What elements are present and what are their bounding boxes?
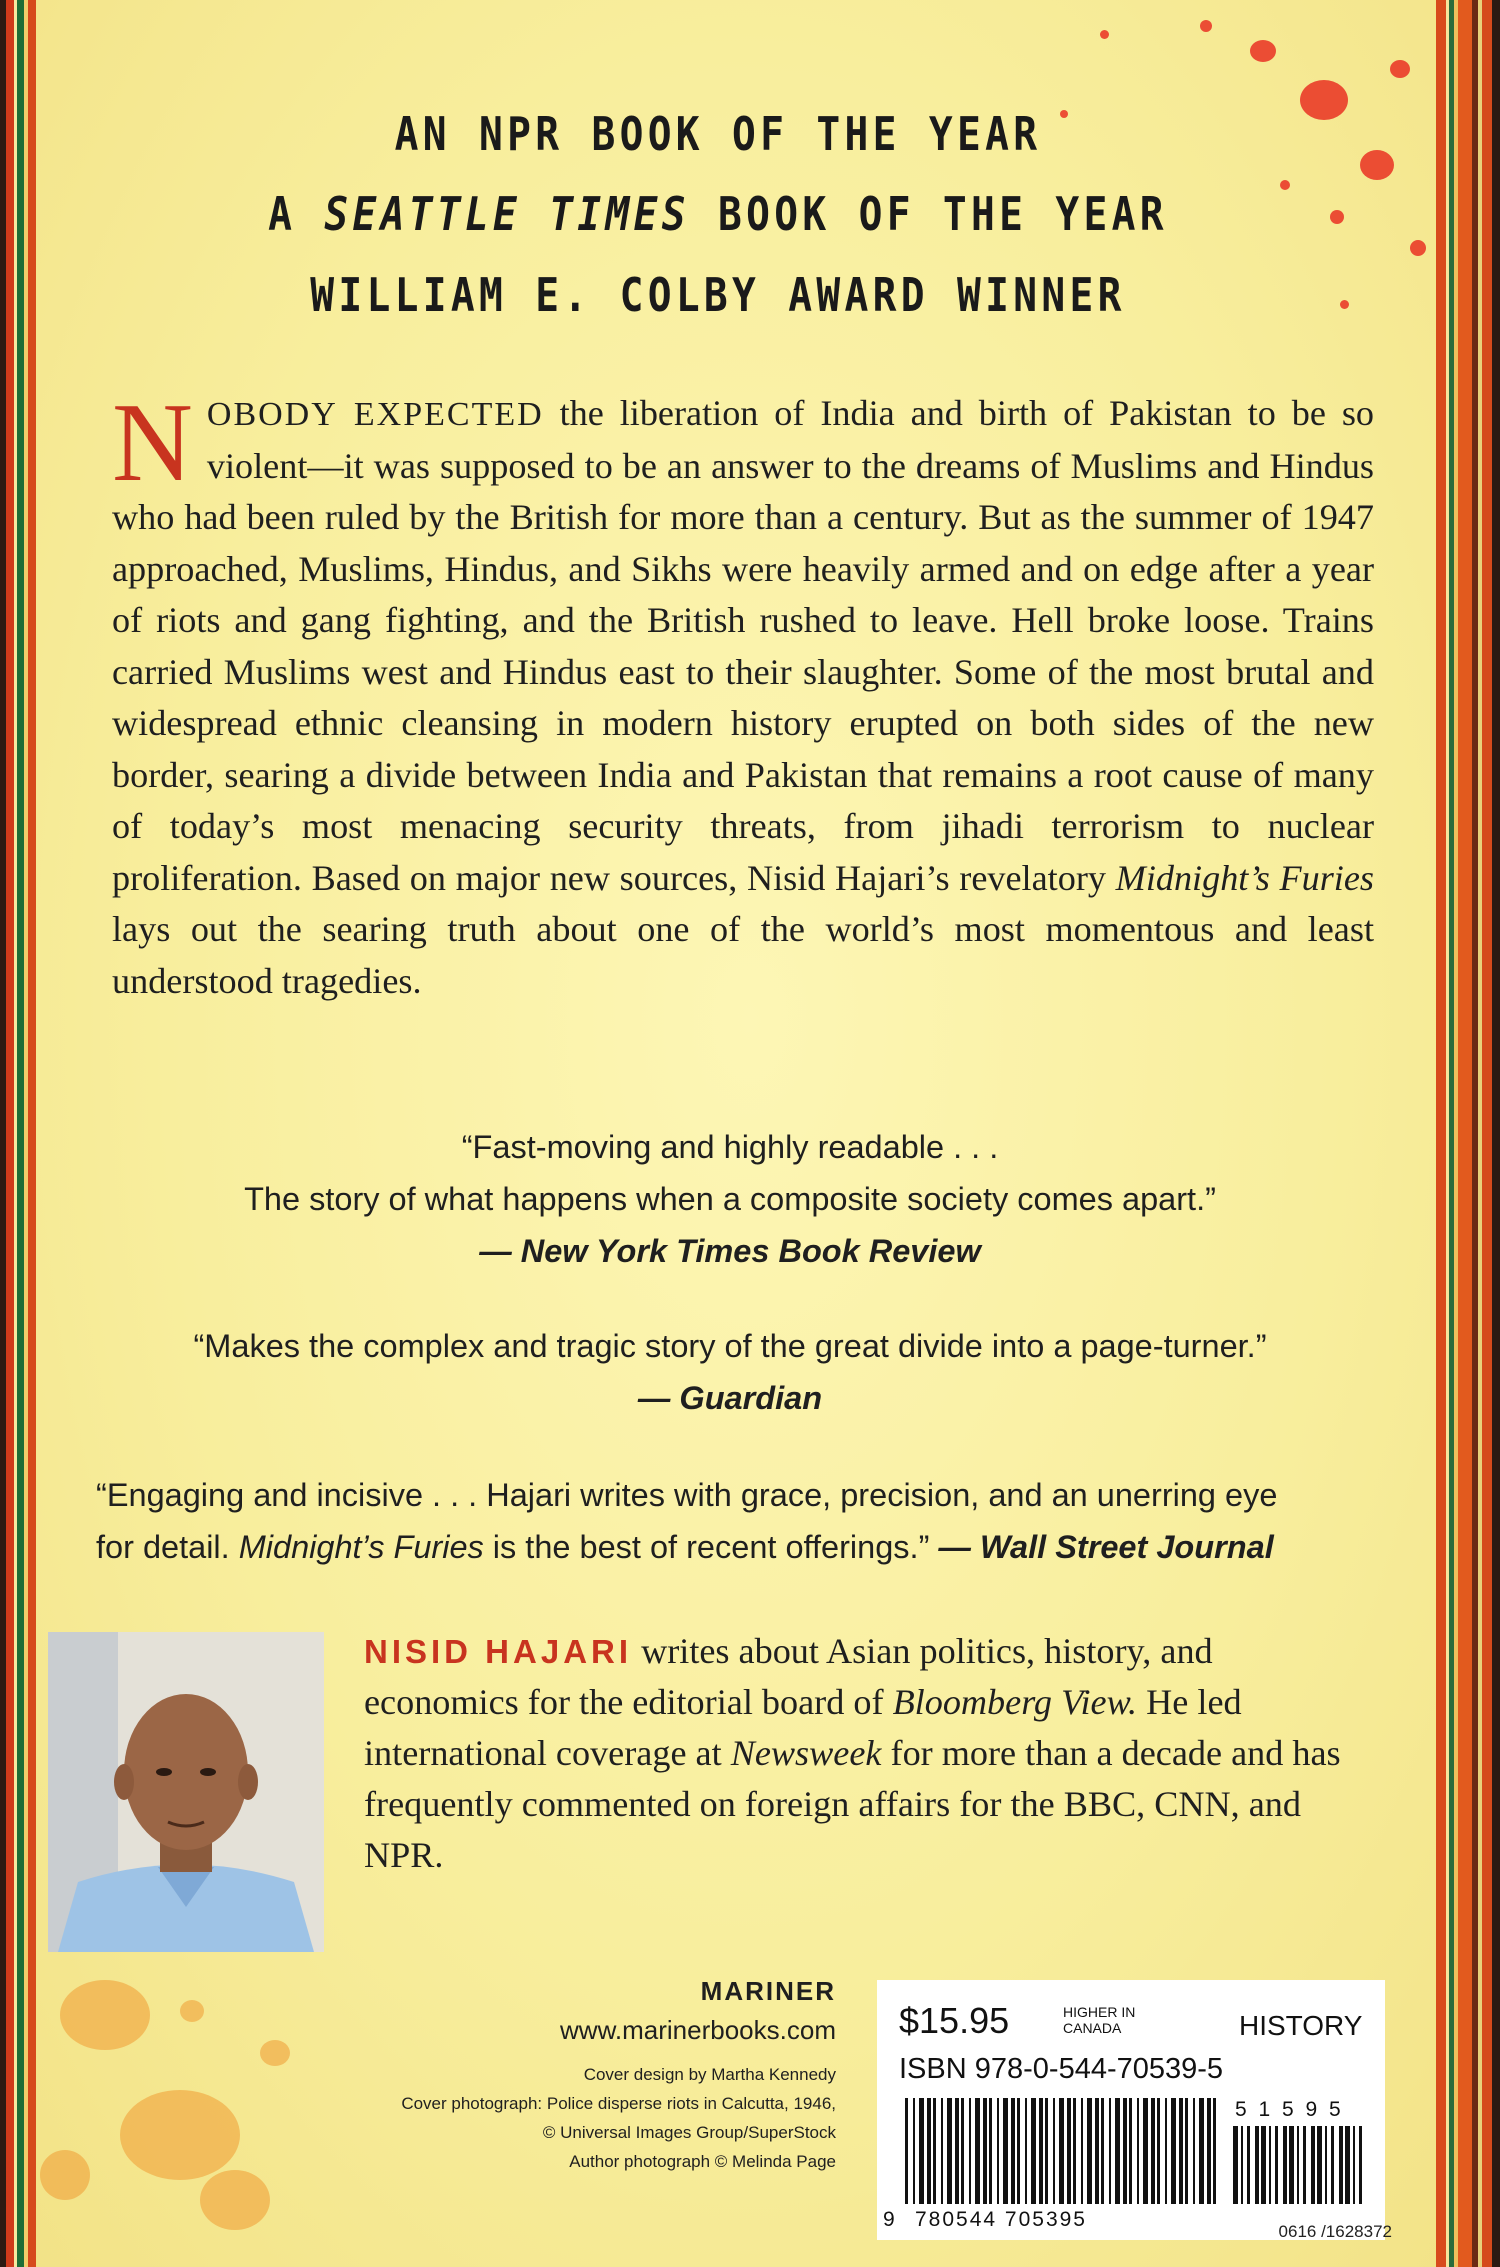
review-quote-wsj: “Engaging and incisive . . . Hajari writes with grace, precision, and an unerring eye for detail. Midnight’s Furies is the best of recent offerings.” — Wall Street Journal [96, 1477, 1278, 1565]
barcode-bar [1017, 2098, 1020, 2204]
barcode-bar [1353, 2126, 1355, 2204]
publisher-name: MARINER [700, 1976, 836, 2006]
barcode-bar [1359, 2126, 1362, 2204]
accolade-npr: AN NPR BOOK OF THE YEAR [394, 107, 1042, 161]
barcode-bar [1039, 2098, 1043, 2204]
barcode-bar [997, 2098, 999, 2204]
barcode-bar [969, 2098, 971, 2204]
barcode-bar [1143, 2098, 1148, 2204]
quote-attribution: — Guardian [637, 1380, 823, 1416]
publisher-url: www.marinerbooks.com [560, 2015, 836, 2045]
barcode-bar [1185, 2098, 1188, 2204]
barcode-bar [1193, 2098, 1195, 2204]
book-description: NOBODY EXPECTED the liberation of India and birth of Pakistan to be so violent—it was supposed to be an answer to the dreams of Muslims and Hindus who had been ruled by the British for more than a century. But as the summer of 1947 approached, Muslims, Hindus, and Sikhs were heavily armed and on edge after a year of riots and gang fighting, and the British rushed to leave. Hell broke loose. Trains carried Muslims west and Hindus east to their slaughter. Some of the most brutal and widespread ethnic cleansing in modern history erupted on both sides of the new border, searing a divide between India and Pakistan that remains a root cause of many of today’s most menacing security threats, from jihadi terrorism to nuclear proliferation. Based on major new sources, Nisid Hajari’s revelatory Midnight’s Furies lays out the searing truth about one of the world’s most momentous and least understood tragedies. [112, 381, 1374, 1001]
barcode-bar [1151, 2098, 1155, 2204]
publisher-info [401, 1976, 836, 2176]
barcode-bar [1213, 2098, 1216, 2204]
barcode-bar [983, 2098, 987, 2204]
right-decorative-border [1436, 0, 1500, 2267]
barcode-bar [1261, 2126, 1266, 2204]
barcode-bar [1331, 2126, 1334, 2204]
barcode-bar [947, 2098, 952, 2204]
barcode-bar [1325, 2126, 1327, 2204]
barcode-bar [919, 2098, 924, 2204]
isbn-number: ISBN 978-0-544-70539-5 [899, 2053, 1224, 2085]
cover-credits: Cover design by Martha Kennedy Cover photograph: Police disperse riots in Calcutta, 1946, © Universal Images Group/SuperStock Author photograph © Melinda Page [401, 2065, 836, 2171]
author-photo [48, 1632, 324, 1952]
barcode-bar [1303, 2126, 1306, 2204]
barcode-bar [1003, 2098, 1008, 2204]
category-label: HISTORY [1239, 2010, 1363, 2041]
barcode-bar [1241, 2126, 1243, 2204]
barcode-bar [1171, 2098, 1176, 2204]
price: $15.95 [899, 2000, 1010, 2041]
canada-price-note: HIGHER IN CANADA [1063, 2004, 1136, 2036]
accolade-seattle-times: A SEATTLE TIMES BOOK OF THE YEAR [268, 187, 1168, 241]
quote-attribution: — New York Times Book Review [479, 1233, 981, 1269]
barcode-bar [1345, 2126, 1350, 2204]
barcode-bar [1123, 2098, 1127, 2204]
barcode-bar [975, 2098, 980, 2204]
barcode-bar [1073, 2098, 1076, 2204]
review-quote-nytbr: “Fast-moving and highly readable . . . The story of what happens when a composite society comes apart.” — New York Times Book Review [80, 1121, 1380, 1277]
barcode-bar [1101, 2098, 1104, 2204]
barcode-bar [1289, 2126, 1294, 2204]
barcode-bar [1207, 2098, 1211, 2204]
barcode-bar [1109, 2098, 1111, 2204]
price-code: 5 1 5 9 5 [1235, 2098, 1344, 2121]
barcode-bar [1247, 2126, 1250, 2204]
barcode-bar [927, 2098, 931, 2204]
barcode-bar [1095, 2098, 1099, 2204]
barcode-bar [1137, 2098, 1139, 2204]
left-decorative-border [0, 0, 36, 2267]
barcode-bar [1053, 2098, 1055, 2204]
book-title: Midnight’s Furies [1115, 857, 1374, 898]
drop-cap: N [112, 381, 193, 505]
barcode-bar [1157, 2098, 1160, 2204]
barcode-bar [1199, 2098, 1204, 2204]
barcode-bar [1129, 2098, 1132, 2204]
description-lead: OBODY EXPECTED [206, 396, 544, 433]
barcode-bar [1311, 2126, 1315, 2204]
barcode-bar [1233, 2126, 1238, 2204]
barcode-box [877, 1980, 1385, 2240]
barcode-bar [989, 2098, 992, 2204]
barcode-bar [955, 2098, 959, 2204]
quote-attribution: — Wall Street Journal [938, 1529, 1274, 1565]
barcode-bar [1297, 2126, 1299, 2204]
barcode-bar [941, 2098, 943, 2204]
barcode-bar [1087, 2098, 1092, 2204]
barcode-bar [961, 2098, 964, 2204]
barcode-bar [1179, 2098, 1183, 2204]
barcode-bar [1283, 2126, 1287, 2204]
barcode-bar [1059, 2098, 1064, 2204]
barcode-bar [913, 2098, 915, 2204]
author-bio: NISID HAJARI writes about Asian politics, history, and economics for the editorial board of Bloomberg View. He led international coverage at Newsweek for more than a decade and has frequently commented on foreign affairs for the BBC, CNN, and NPR. [364, 1631, 1341, 1875]
barcode-bar [1115, 2098, 1120, 2204]
barcode-bar [1025, 2098, 1027, 2204]
review-quote-guardian: “Makes the complex and tragic story of the great divide into a page-turner.” — Guardian [80, 1320, 1380, 1424]
barcode-bar [1081, 2098, 1083, 2204]
barcode-bar [1067, 2098, 1071, 2204]
barcode-bar [1275, 2126, 1278, 2204]
barcode-bar [1317, 2126, 1322, 2204]
accolade-colby-award: WILLIAM E. COLBY AWARD WINNER [310, 268, 1126, 322]
barcode-bar [1339, 2126, 1343, 2204]
barcode-bar [905, 2098, 908, 2204]
barcode-bar [933, 2098, 936, 2204]
barcode-bar [1045, 2098, 1048, 2204]
barcode-bar [1269, 2126, 1271, 2204]
author-name: NISID HAJARI [364, 1633, 633, 1670]
barcode-bar [1031, 2098, 1036, 2204]
barcode-bar [1255, 2126, 1259, 2204]
print-code: 0616 /1628372 [1278, 2222, 1392, 2241]
barcode-digits: 780544 705395 [915, 2208, 1087, 2231]
barcode-first-digit: 9 [883, 2208, 895, 2231]
barcode-bar [1011, 2098, 1015, 2204]
barcode-bar [1165, 2098, 1167, 2204]
